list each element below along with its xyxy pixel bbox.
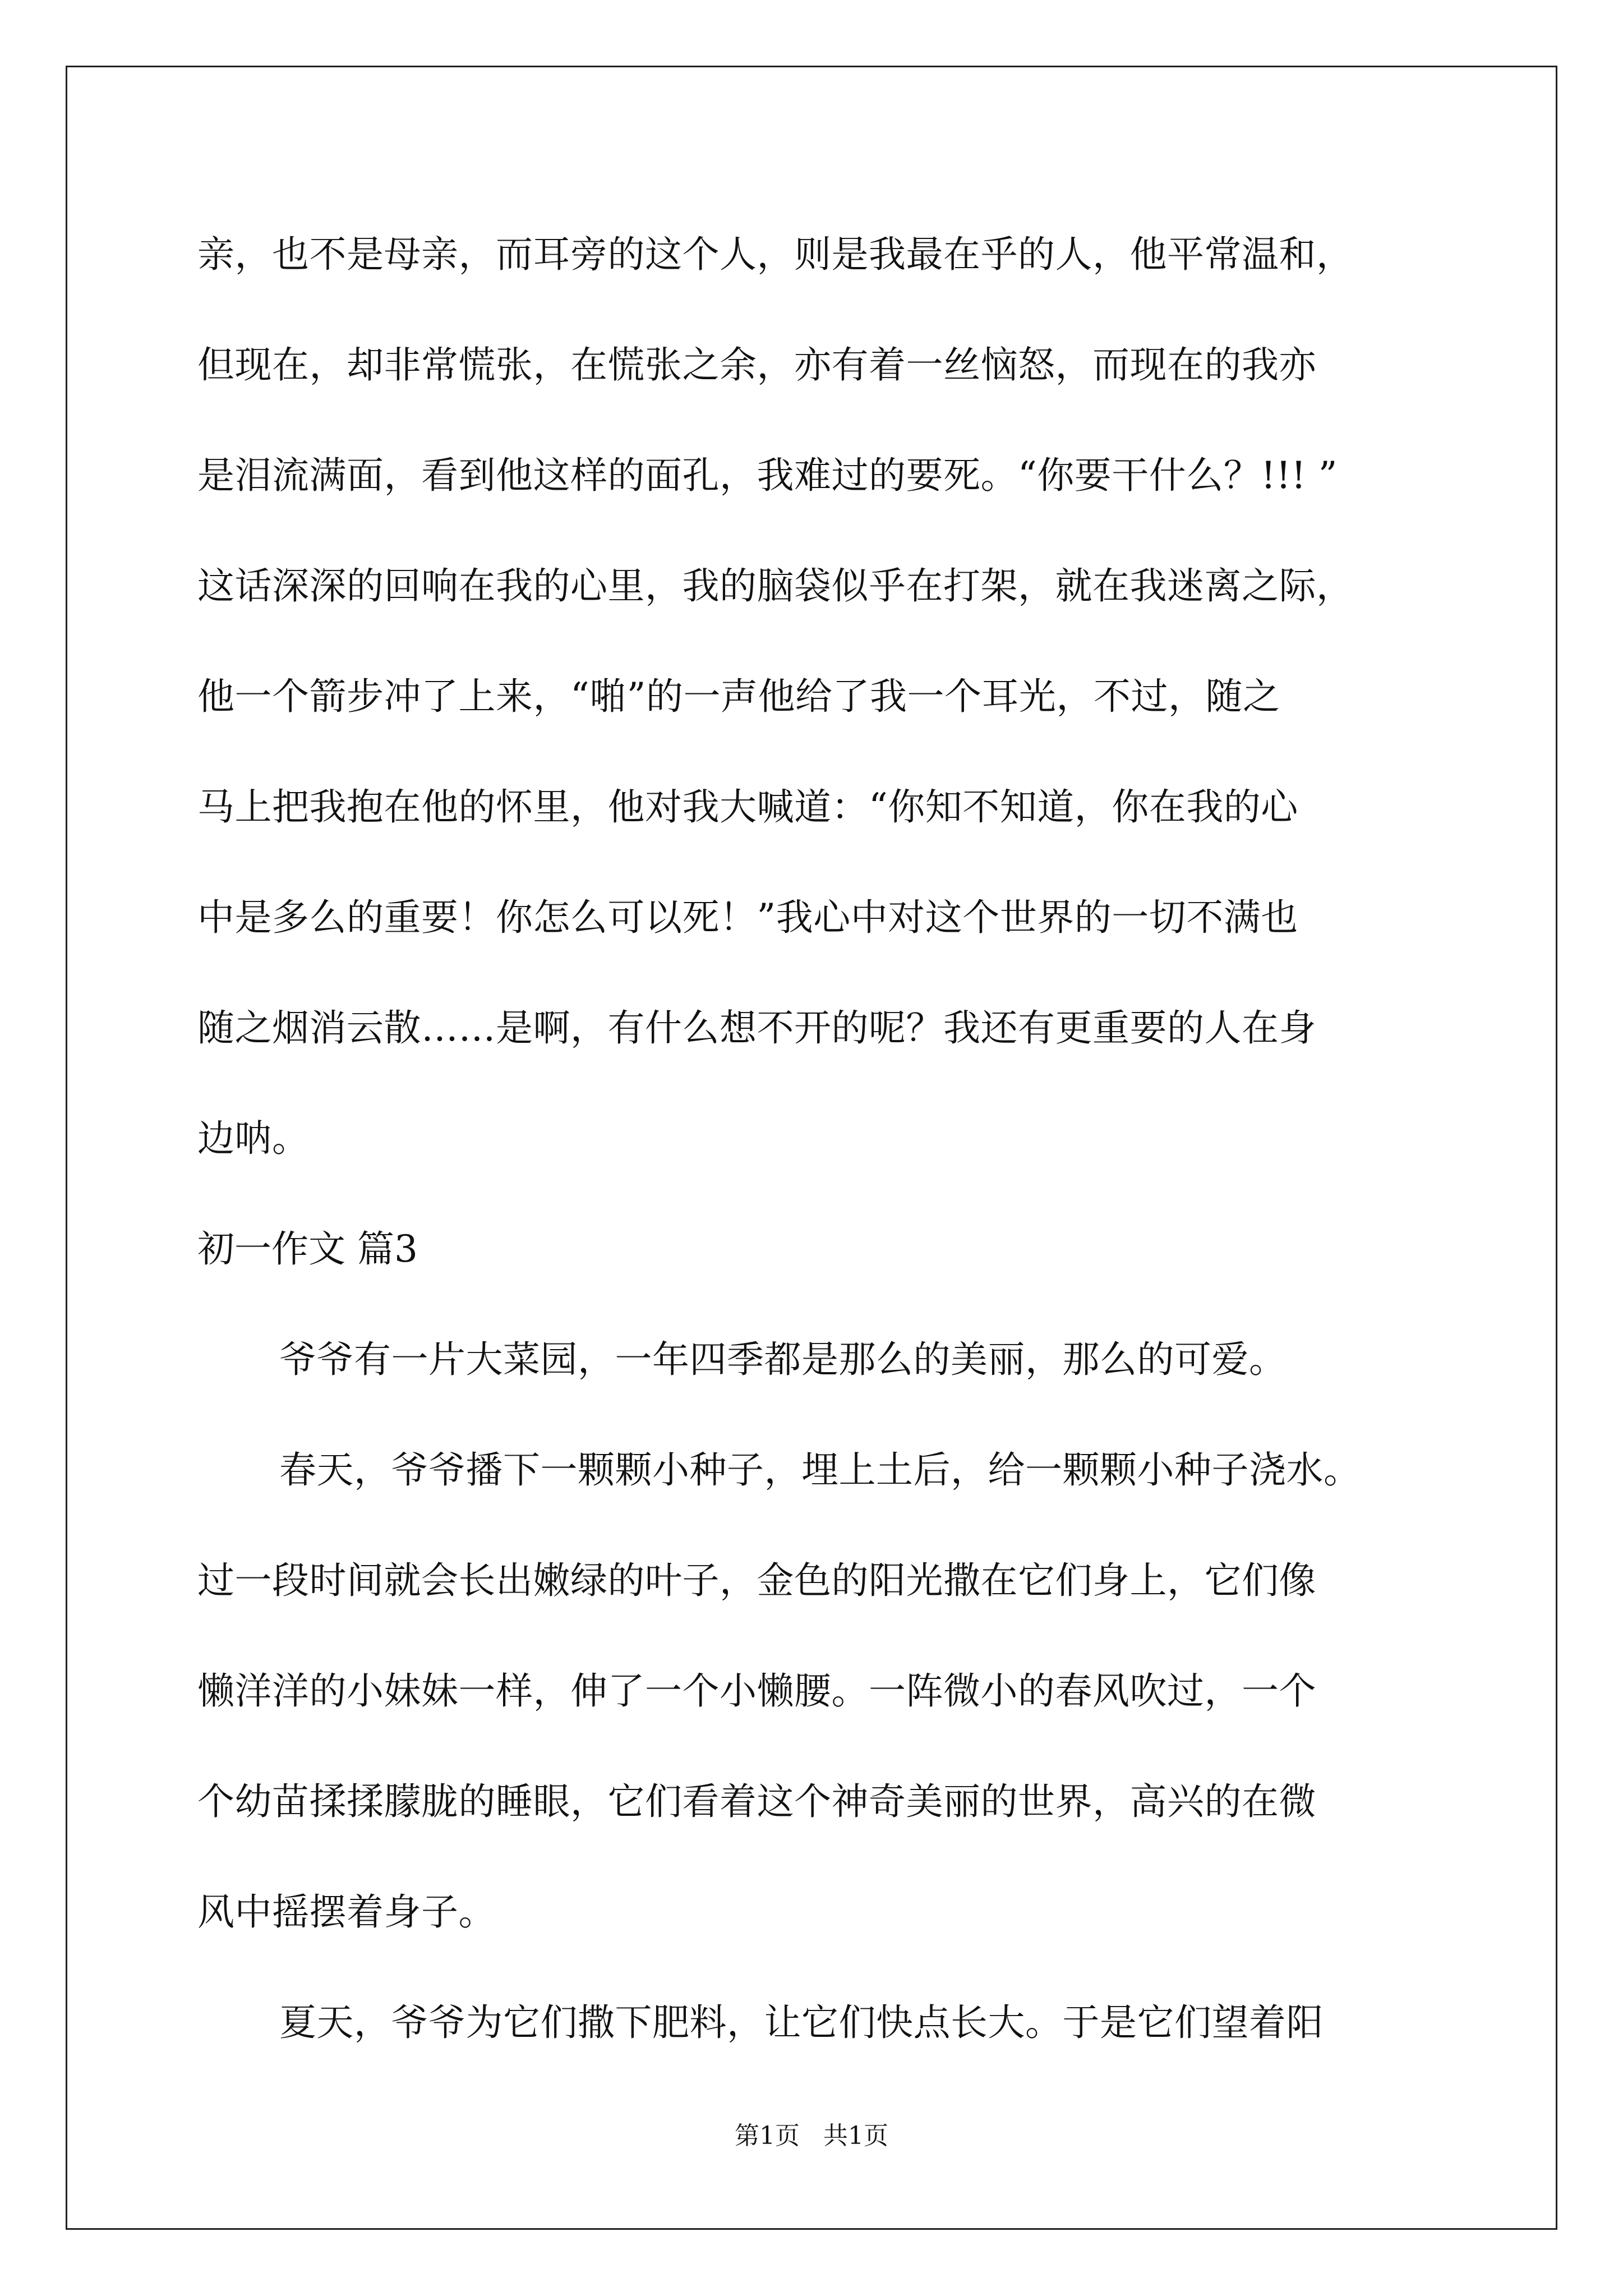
paragraph-3 [197,1967,1454,2078]
page-number-footer: 第1页 共1页 [735,2122,888,2150]
text-line: 是泪流满面，看到他这样的面孔，我难过的要死。“你要干什么？!!! ” [197,454,1338,497]
text-line: 但现在，却非常慌张，在慌张之余，亦有着一丝恼怒，而现在的我亦 [197,343,1316,386]
paragraph-2 [197,1415,1454,1967]
text-line: 马上把我抱在他的怀里，他对我大喊道：“你知不知道，你在我的心 [197,785,1298,829]
text-line: 随之烟消云散……是啊，有什么想不开的呢？我还有更重要的人在身 [197,1006,1316,1050]
section-heading: 初一作文 篇3 [197,1227,418,1271]
text-line: 亲，也不是母亲，而耳旁的这个人，则是我最在乎的人，他平常温和， [197,233,1354,276]
text-line: 他一个箭步冲了上来，“啪”的一声他给了我一个耳光，不过，随之 [197,675,1280,718]
text-line: 个幼苗揉揉朦胧的睡眼，它们看着这个神奇美丽的世界，高兴的在微 [197,1780,1316,1823]
text-line: 过一段时间就会长出嫩绿的叶子，金色的阳光撒在它们身上，它们像 [197,1559,1316,1602]
text-line: 边呐。 [197,1117,310,1160]
text-line: 爷爷有一片大菜园，一年四季都是那么的美丽，那么的可爱。 [279,1338,1287,1381]
text-line: 夏天，爷爷为它们撒下肥料，让它们快点长大。于是它们望着阳 [279,2001,1324,2044]
text-line: 风中摇摆着身子。 [197,1890,496,1934]
paragraph-1 [197,1304,1454,1415]
text-line: 中是多么的重要！你怎么可以死！”我心中对这个世界的一切不满也 [197,896,1298,939]
document-body [197,199,1454,2078]
text-line: 这话深深的回响在我的心里，我的脑袋似乎在打架，就在我迷离之际， [197,564,1354,608]
text-line: 春天，爷爷播下一颗颗小种子，埋上土后，给一颗颗小种子浇水。 [279,1448,1361,1492]
text-line: 懒洋洋的小妹妹一样，伸了一个小懒腰。一阵微小的春风吹过，一个 [197,1669,1316,1713]
paragraph-continued [197,199,1454,1194]
